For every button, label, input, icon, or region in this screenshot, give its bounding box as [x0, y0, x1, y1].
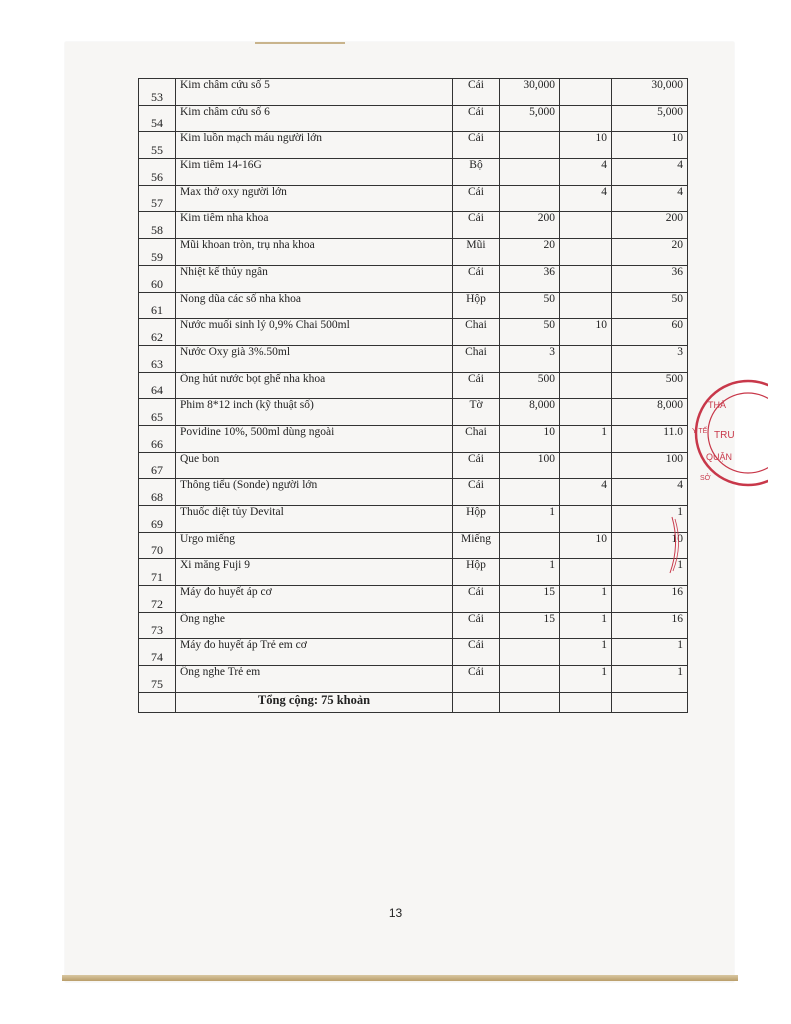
item-name: Kim luồn mạch máu người lớn — [176, 132, 453, 159]
row-number: 71 — [139, 559, 176, 586]
item-name: Nong dũa các số nha khoa — [176, 292, 453, 319]
quantity-total: 200 — [612, 212, 688, 239]
item-unit: Hộp — [453, 559, 500, 586]
quantity-col1 — [500, 479, 560, 506]
quantity-col1: 200 — [500, 212, 560, 239]
item-name: Kim tiêm 14-16G — [176, 159, 453, 186]
quantity-total: 1 — [612, 666, 688, 693]
item-unit: Cái — [453, 105, 500, 132]
row-number: 57 — [139, 185, 176, 212]
item-name: Máy đo huyết áp Trẻ em cơ — [176, 639, 453, 666]
quantity-total: 1 — [612, 506, 688, 533]
quantity-col1: 15 — [500, 612, 560, 639]
row-number: 74 — [139, 639, 176, 666]
row-number: 75 — [139, 666, 176, 693]
quantity-col1: 20 — [500, 239, 560, 266]
table-row — [139, 265, 688, 292]
item-unit: Cái — [453, 212, 500, 239]
table-row — [139, 292, 688, 319]
quantity-col2 — [560, 345, 612, 372]
quantity-col1: 36 — [500, 265, 560, 292]
item-name: Nước Oxy già 3%.50ml — [176, 345, 453, 372]
quantity-col1: 8,000 — [500, 399, 560, 426]
table-row — [139, 105, 688, 132]
quantity-col2 — [560, 265, 612, 292]
item-unit: Chai — [453, 425, 500, 452]
quantity-col2: 1 — [560, 639, 612, 666]
item-name: Nhiệt kế thủy ngân — [176, 265, 453, 292]
quantity-total: 30,000 — [612, 79, 688, 106]
table-row — [139, 639, 688, 666]
quantity-total: 4 — [612, 159, 688, 186]
table-row — [139, 319, 688, 346]
item-unit: Cái — [453, 639, 500, 666]
quantity-col2: 4 — [560, 159, 612, 186]
quantity-col1 — [500, 159, 560, 186]
table-row — [139, 532, 688, 559]
item-unit: Cái — [453, 612, 500, 639]
quantity-col2: 4 — [560, 185, 612, 212]
quantity-col1: 3 — [500, 345, 560, 372]
item-unit: Chai — [453, 319, 500, 346]
item-name: Kim châm cứu số 5 — [176, 79, 453, 106]
item-name: Phim 8*12 inch (kỹ thuật số) — [176, 399, 453, 426]
item-unit: Cái — [453, 479, 500, 506]
item-unit: Hộp — [453, 506, 500, 533]
item-unit: Miếng — [453, 532, 500, 559]
quantity-col2: 1 — [560, 666, 612, 693]
table-row — [139, 79, 688, 106]
row-number: 53 — [139, 79, 176, 106]
item-unit: Cái — [453, 79, 500, 106]
table-row — [139, 159, 688, 186]
quantity-col2: 4 — [560, 479, 612, 506]
row-number: 72 — [139, 586, 176, 613]
item-name: Ống nghe — [176, 612, 453, 639]
quantity-total: 10 — [612, 132, 688, 159]
row-number: 68 — [139, 479, 176, 506]
quantity-col2: 1 — [560, 586, 612, 613]
supply-table — [138, 78, 688, 713]
quantity-col1 — [500, 639, 560, 666]
table-row — [139, 212, 688, 239]
row-number: 67 — [139, 452, 176, 479]
item-name: Thuốc diệt tủy Devital — [176, 506, 453, 533]
quantity-col1: 1 — [500, 559, 560, 586]
total-unit-cell — [453, 692, 500, 712]
row-number: 58 — [139, 212, 176, 239]
quantity-total: 16 — [612, 612, 688, 639]
item-unit: Hộp — [453, 292, 500, 319]
quantity-col2 — [560, 399, 612, 426]
quantity-total: 4 — [612, 185, 688, 212]
row-number: 56 — [139, 159, 176, 186]
quantity-col2: 10 — [560, 319, 612, 346]
row-number: 66 — [139, 425, 176, 452]
table-row — [139, 399, 688, 426]
table-row — [139, 559, 688, 586]
quantity-col1: 30,000 — [500, 79, 560, 106]
item-name: Kim châm cứu số 6 — [176, 105, 453, 132]
quantity-col2: 10 — [560, 532, 612, 559]
quantity-col2 — [560, 452, 612, 479]
item-name: Povidine 10%, 500ml dùng ngoài — [176, 425, 453, 452]
quantity-col1: 15 — [500, 586, 560, 613]
item-name: Ống nghe Trẻ em — [176, 666, 453, 693]
quantity-total: 10 — [612, 532, 688, 559]
quantity-col1 — [500, 132, 560, 159]
quantity-col1: 10 — [500, 425, 560, 452]
quantity-col1: 100 — [500, 452, 560, 479]
quantity-total: 500 — [612, 372, 688, 399]
item-unit: Cái — [453, 265, 500, 292]
row-number: 69 — [139, 506, 176, 533]
quantity-col2 — [560, 239, 612, 266]
quantity-col1 — [500, 666, 560, 693]
quantity-col2 — [560, 79, 612, 106]
total-stt-cell — [139, 692, 176, 712]
item-unit: Cái — [453, 452, 500, 479]
svg-text:THÀ: THÀ — [708, 400, 726, 410]
row-number: 73 — [139, 612, 176, 639]
item-name: Mũi khoan tròn, trụ nha khoa — [176, 239, 453, 266]
item-unit: Cái — [453, 132, 500, 159]
item-unit: Cái — [453, 586, 500, 613]
item-name: Nước muối sinh lý 0,9% Chai 500ml — [176, 319, 453, 346]
paper-bottom-edge — [62, 975, 738, 981]
table-body — [139, 79, 688, 693]
total-label: Tổng cộng: 75 khoản — [176, 692, 453, 712]
svg-text:SỞ: SỞ — [700, 475, 711, 482]
row-number: 54 — [139, 105, 176, 132]
quantity-total: 100 — [612, 452, 688, 479]
quantity-col2 — [560, 372, 612, 399]
quantity-col2 — [560, 292, 612, 319]
item-name: Max thở oxy người lớn — [176, 185, 453, 212]
item-unit: Mũi — [453, 239, 500, 266]
row-number: 61 — [139, 292, 176, 319]
quantity-col2 — [560, 559, 612, 586]
quantity-col2: 1 — [560, 425, 612, 452]
table-row — [139, 372, 688, 399]
table-row — [139, 452, 688, 479]
quantity-col2: 1 — [560, 612, 612, 639]
quantity-total: 3 — [612, 345, 688, 372]
quantity-total: 1 — [612, 639, 688, 666]
total-sum-cell — [612, 692, 688, 712]
page-number: 13 — [388, 906, 403, 920]
item-name: Urgo miếng — [176, 532, 453, 559]
table-row — [139, 666, 688, 693]
table-row — [139, 345, 688, 372]
table-row — [139, 586, 688, 613]
item-name: Thông tiểu (Sonde) người lớn — [176, 479, 453, 506]
row-number: 62 — [139, 319, 176, 346]
item-unit: Chai — [453, 345, 500, 372]
item-name: Xi măng Fuji 9 — [176, 559, 453, 586]
quantity-col2 — [560, 212, 612, 239]
row-number: 65 — [139, 399, 176, 426]
red-seal-stamp — [688, 378, 768, 488]
quantity-total: 16 — [612, 586, 688, 613]
item-name: Ống hút nước bọt ghế nha khoa — [176, 372, 453, 399]
total-row — [139, 692, 688, 712]
quantity-total: 5,000 — [612, 105, 688, 132]
item-unit: Cái — [453, 372, 500, 399]
table-row — [139, 506, 688, 533]
table-row — [139, 479, 688, 506]
quantity-col1: 500 — [500, 372, 560, 399]
row-number: 64 — [139, 372, 176, 399]
quantity-col1 — [500, 185, 560, 212]
item-unit: Bộ — [453, 159, 500, 186]
table-row — [139, 612, 688, 639]
svg-text:QUẬN: QUẬN — [706, 452, 733, 462]
row-number: 55 — [139, 132, 176, 159]
item-unit: Tờ — [453, 399, 500, 426]
quantity-col2: 10 — [560, 132, 612, 159]
page-top-mark — [255, 42, 345, 44]
svg-text:Y TẾ: Y TẾ — [692, 428, 708, 435]
quantity-total: 20 — [612, 239, 688, 266]
quantity-col1: 50 — [500, 319, 560, 346]
row-number: 60 — [139, 265, 176, 292]
item-name: Que bon — [176, 452, 453, 479]
quantity-col1 — [500, 532, 560, 559]
quantity-total: 50 — [612, 292, 688, 319]
quantity-total: 1 — [612, 559, 688, 586]
quantity-col1: 1 — [500, 506, 560, 533]
quantity-col2 — [560, 105, 612, 132]
total-col1-cell — [500, 692, 560, 712]
table-row — [139, 185, 688, 212]
item-name: Máy đo huyết áp cơ — [176, 586, 453, 613]
svg-text:TRU: TRU — [714, 430, 735, 441]
quantity-total: 4 — [612, 479, 688, 506]
quantity-col2 — [560, 506, 612, 533]
table-row — [139, 239, 688, 266]
total-col2-cell — [560, 692, 612, 712]
margin-pen-mark — [666, 515, 686, 575]
item-unit: Cái — [453, 666, 500, 693]
quantity-col1: 50 — [500, 292, 560, 319]
quantity-total: 36 — [612, 265, 688, 292]
item-unit: Cái — [453, 185, 500, 212]
table-row — [139, 425, 688, 452]
table-row — [139, 132, 688, 159]
row-number: 59 — [139, 239, 176, 266]
item-name: Kim tiêm nha khoa — [176, 212, 453, 239]
quantity-total: 11.0 — [612, 425, 688, 452]
row-number: 63 — [139, 345, 176, 372]
quantity-col1: 5,000 — [500, 105, 560, 132]
quantity-total: 8,000 — [612, 399, 688, 426]
quantity-total: 60 — [612, 319, 688, 346]
row-number: 70 — [139, 532, 176, 559]
